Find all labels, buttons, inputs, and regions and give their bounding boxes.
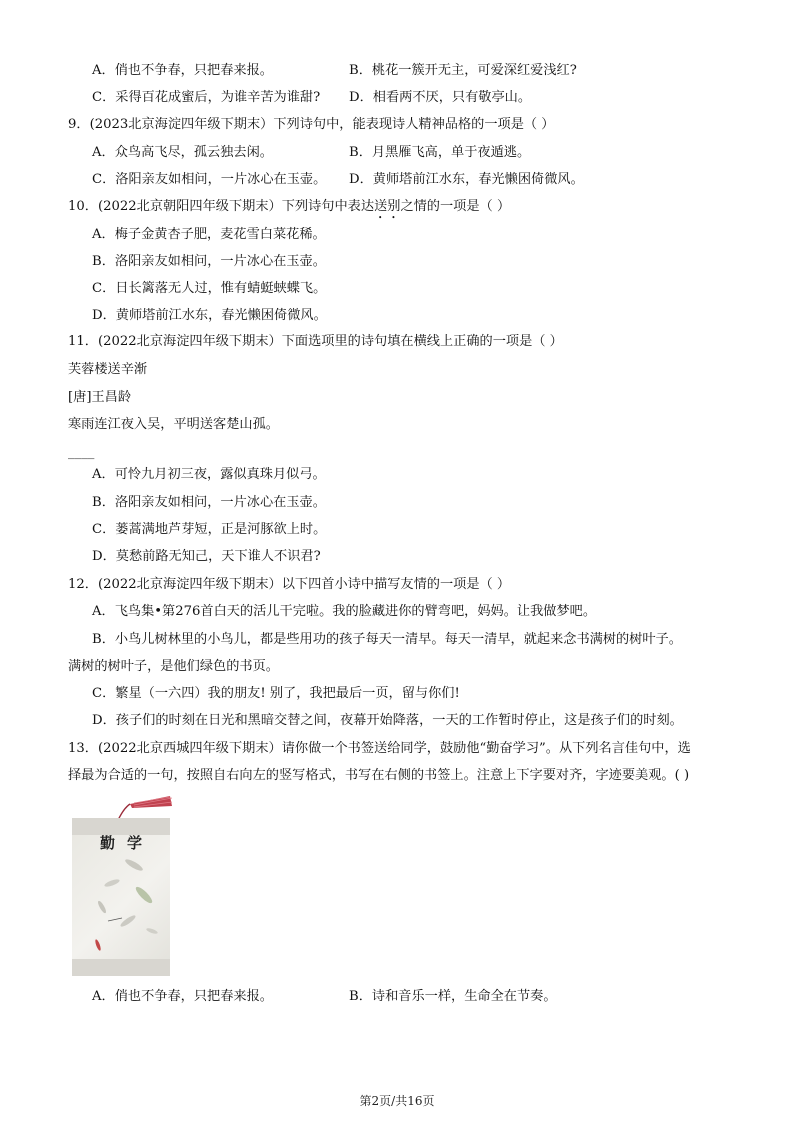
q10-stem (68, 198, 510, 222)
q10-option-a: A．梅子金黄杏子肥，麦花雪白菜花稀。 (92, 227, 326, 242)
q12-option-c: C．繁星（一六四）我的朋友! 别了，我把最后一页，留与你们! (92, 686, 460, 701)
q12-stem: 12．(2022北京海淀四年级下期末）以下四首小诗中描写友情的一项是（ ） (68, 577, 511, 592)
q10-option-b: B．洛阳亲友如相问，一片冰心在玉壶。 (92, 254, 326, 269)
q11-poem-title: 芙蓉楼送辛渐 (68, 362, 148, 377)
q11-stem: 11．(2022北京海淀四年级下期末）下面选项里的诗句填在横线上正确的一项是（ ） (68, 334, 563, 349)
bookmark-body (72, 835, 170, 959)
q8-option-c: C．采得百花成蜜后，为谁辛苦为谁甜? (92, 90, 321, 105)
q11-poem-author: [唐]王昌龄 (68, 390, 132, 405)
q10-stem-emphasis: 送别 (374, 199, 401, 214)
q12-option-d: D．孩子们的时刻在日光和黑暗交替之间，夜幕开始降落，一天的工作暂时停止，这是孩子们的时刻。 (92, 713, 683, 728)
q8-option-a: A．俏也不争春，只把春来报。 (92, 63, 273, 78)
q8-option-d: D．相看两不厌，只有敬亭山。 (349, 90, 532, 105)
q10-option-d: D．黄师塔前江水东，春光懒困倚微风。 (92, 308, 327, 323)
q13-stem-line2: 择最为合适的一句，按照自右向左的竖写格式，书写在右侧的书签上。注意上下字要对齐，字迹要美观。( ) (68, 768, 690, 783)
q11-blank: ____ (68, 445, 95, 460)
q12-option-a: A．飞鸟集•第276首白天的活儿干完啦。我的脸藏进你的臂弯吧，妈妈。让我做梦吧。 (92, 604, 597, 619)
q13-stem-line1: 13．(2022北京西城四年级下期末）请你做一个书签送给同学，鼓励他“勤奋学习”。从下列名言佳句中，选 (68, 741, 691, 756)
q10-stem-post: 之情的一项是（ ） (400, 199, 511, 214)
q12-option-b-line1: B．小鸟儿树林里的小鸟儿，都是些用功的孩子每天一清早。每天一清早，就起来念书满树的树叶子。 (92, 632, 682, 647)
bookmark-feather-pattern (72, 835, 170, 959)
page-number: 第2页/共16页 (359, 1094, 435, 1108)
q11-poem-line: 寒雨连江夜入吴，平明送客楚山孤。 (68, 417, 279, 432)
q9-option-a: A．众鸟高飞尽，孤云独去闲。 (92, 145, 273, 160)
q10-option-c: C．日长篱落无人过，惟有蜻蜓蛱蝶飞。 (92, 281, 327, 296)
q11-option-b: B．洛阳亲友如相问，一片冰心在玉壶。 (92, 495, 326, 510)
q9-option-b: B．月黑雁飞高，单于夜遁逃。 (349, 145, 531, 160)
bookmark-bottom-band (72, 959, 170, 976)
q12-option-b-line2: 满树的树叶子，是他们绿色的书页。 (68, 659, 279, 674)
q9-option-d: D．黄师塔前江水东，春光懒困倚微风。 (349, 172, 584, 187)
q11-option-a: A．可怜九月初三夜，露似真珠月似弓。 (92, 467, 326, 482)
q9-option-c: C．洛阳亲友如相问，一片冰心在玉壶。 (92, 172, 327, 187)
q13-option-a: A．俏也不争春，只把春来报。 (92, 989, 273, 1004)
q13-option-b: B．诗和音乐一样，生命全在节奏。 (349, 989, 557, 1004)
q8-option-b: B．桃花一簇开无主，可爱深红爱浅红? (349, 63, 577, 78)
q11-option-d: D．莫愁前路无知己，天下谁人不识君? (92, 549, 321, 564)
q11-option-c: C．蒌蒿满地芦芽短，正是河豚欲上时。 (92, 522, 327, 537)
q10-stem-pre: 10．(2022北京朝阳四年级下期末）下列诗句中表达 (68, 199, 375, 214)
bookmark-image (72, 818, 170, 976)
bookmark-title: 勤学 (100, 834, 155, 852)
q9-stem: 9．(2023北京海淀四年级下期末）下列诗句中，能表现诗人精神品格的一项是（ ） (68, 117, 555, 132)
